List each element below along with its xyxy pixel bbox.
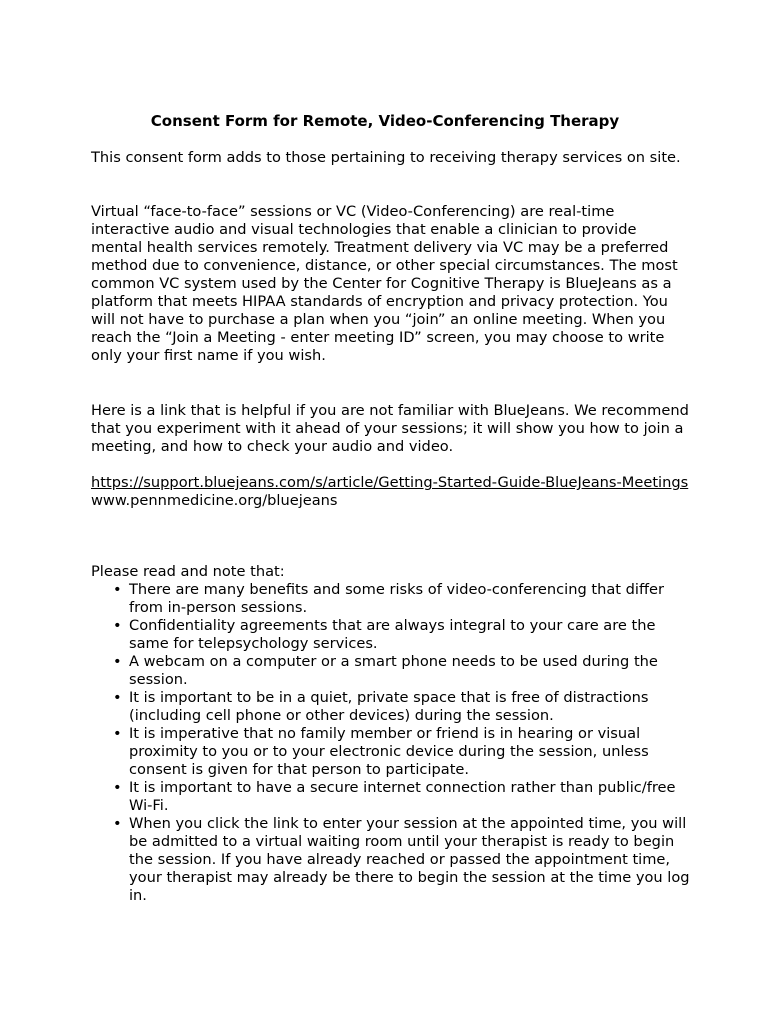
list-item <box>91 779 691 815</box>
note-intro: Please read and note that: <box>91 563 285 580</box>
list-item-text: There are many benefits and some risks of video-conferencing that differ from in-person sessions. <box>129 581 664 616</box>
list-item-text: It is important to have a secure internet connection rather than public/free Wi-Fi. <box>129 779 676 814</box>
list-item-text: It is important to be in a quiet, private space that is free of distractions (including cell phone or other devices) during the session. <box>129 689 649 724</box>
bluejeans-support-link[interactable]: https://support.bluejeans.com/s/article/Getting-Started-Guide-BlueJeans-Meetings <box>91 474 689 491</box>
bluejeans-help-paragraph: Here is a link that is helpful if you are not familiar with BlueJeans. We recommend that you experiment with it ahead of your sessions; it will show you how to join a meeting, and how to check your audio and video. <box>91 402 689 455</box>
list-item <box>91 689 691 725</box>
links-block <box>91 474 691 510</box>
bullet-dot-icon: • <box>113 779 122 796</box>
bullet-dot-icon: • <box>113 815 122 832</box>
list-item-text: When you click the link to enter your session at the appointed time, you will be admitted to a virtual waiting room until your therapist is ready to begin the session. If you have already reached or passed the appointment time, your therapist may already be there to begin the session at the time you log in. <box>129 815 690 904</box>
bullet-dot-icon: • <box>113 617 122 634</box>
bullet-dot-icon: • <box>113 725 122 742</box>
pennmedicine-url-text: www.pennmedicine.org/bluejeans <box>91 492 338 509</box>
list-item <box>91 653 691 689</box>
list-item-text: A webcam on a computer or a smart phone needs to be used during the session. <box>129 653 658 688</box>
bullet-dot-icon: • <box>113 689 122 706</box>
list-item <box>91 815 691 905</box>
notes-list <box>91 581 691 905</box>
bullet-dot-icon: • <box>113 581 122 598</box>
list-item <box>91 725 691 779</box>
list-item <box>91 581 691 617</box>
bullet-dot-icon: • <box>113 653 122 670</box>
list-item-text: Confidentiality agreements that are always integral to your care are the same for telepsychology services. <box>129 617 656 652</box>
list-item-text: It is imperative that no family member or friend is in hearing or visual proximity to you or to your electronic device during the session, unless consent is given for that person to participate. <box>129 725 649 778</box>
intro-paragraph: This consent form adds to those pertaining to receiving therapy services on site. <box>91 149 681 166</box>
page-title: Consent Form for Remote, Video-Conferencing Therapy <box>150 112 620 130</box>
list-item <box>91 617 691 653</box>
vc-description-paragraph: Virtual “face-to-face” sessions or VC (Video-Conferencing) are real-time interactive audio and visual technologies that enable a clinician to provide mental health services remotely. Treatment delivery via VC may be a preferred method due to convenience, distance, or other special circumstances. The most common VC system used by the Center for Cognitive Therapy is BlueJeans as a platform that meets HIPAA standards of encryption and privacy protection. You will not have to purchase a plan when you “join” an online meeting. When you reach the “Join a Meeting - enter meeting ID” screen, you may choose to write only your first name if you wish. <box>91 203 678 364</box>
